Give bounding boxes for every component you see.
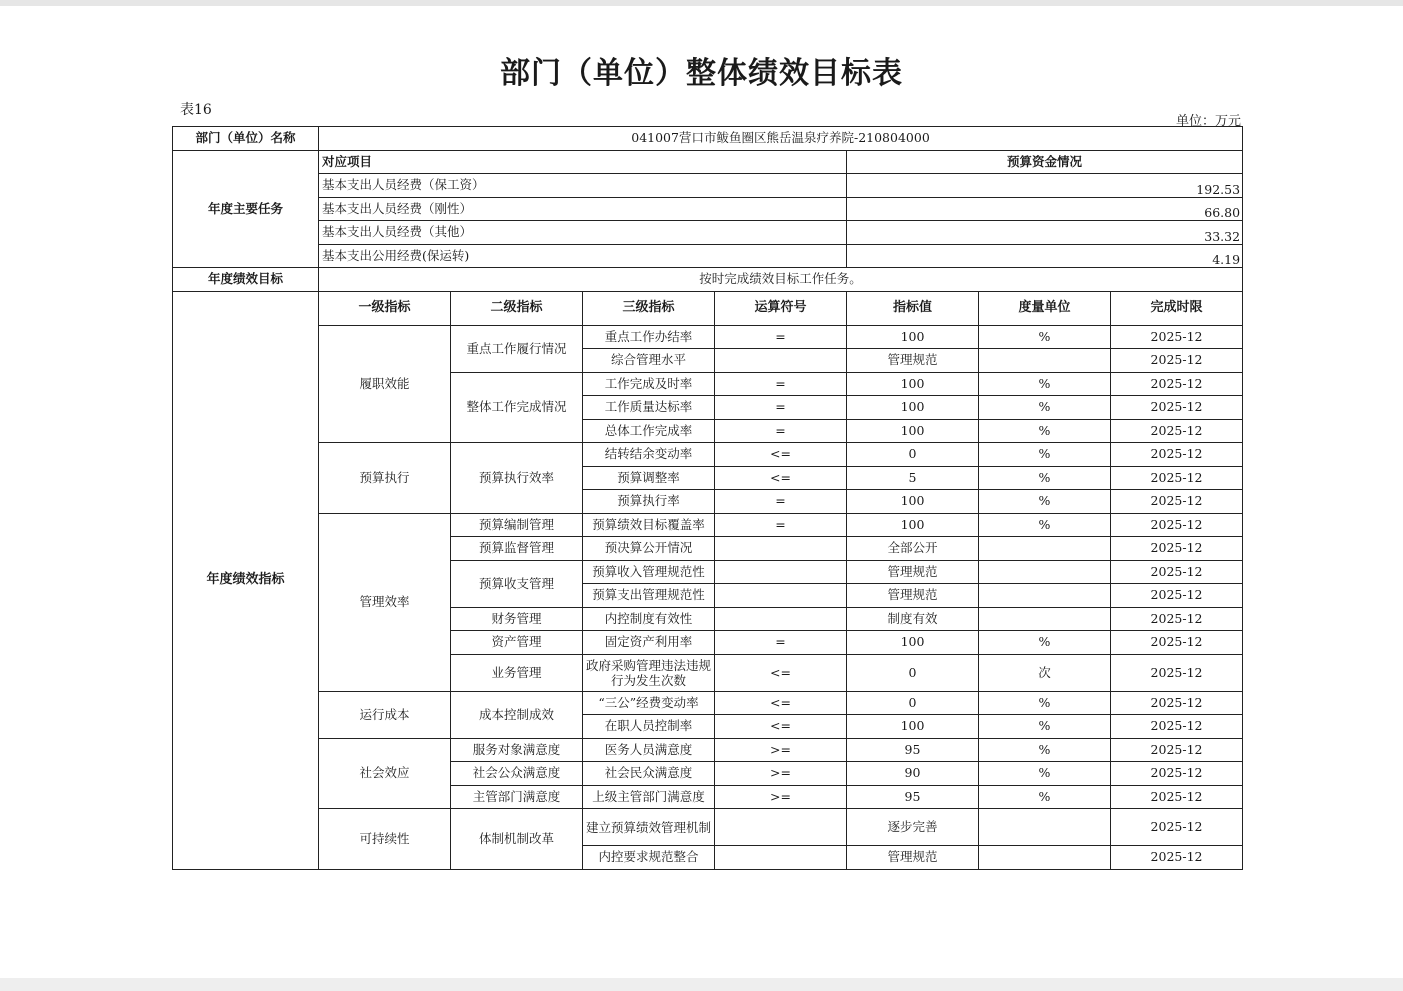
annual-tasks-label: 年度主要任务 [173,150,319,268]
header-measure-unit: 度量单位 [979,291,1111,325]
unit-cell: % [979,325,1111,349]
unit-cell: % [979,372,1111,396]
level3-cell: 预决算公开情况 [583,537,715,561]
performance-table [172,126,1243,870]
deadline-cell: 2025-12 [1111,325,1243,349]
value-cell: 5 [847,466,979,490]
deadline-cell: 2025-12 [1111,419,1243,443]
unit-cell: % [979,691,1111,715]
unit-cell [979,809,1111,846]
deadline-cell: 2025-12 [1111,372,1243,396]
task-item-amount: 4.19 [847,244,1243,268]
unit-cell: % [979,419,1111,443]
level3-cell: 重点工作办结率 [583,325,715,349]
level2-cell: 服务对象满意度 [451,738,583,762]
operator-cell [715,537,847,561]
level3-cell: 内控制度有效性 [583,607,715,631]
level3-cell: 预算支出管理规范性 [583,584,715,608]
level2-cell: 业务管理 [451,654,583,691]
deadline-cell: 2025-12 [1111,537,1243,561]
level3-cell: 固定资产利用率 [583,631,715,655]
header-level2: 二级指标 [451,291,583,325]
level3-cell: 结转结余变动率 [583,443,715,467]
operator-cell: >= [715,785,847,809]
level3-cell: 政府采购管理违法违规行为发生次数 [583,654,715,691]
unit-cell: % [979,443,1111,467]
level3-cell: 上级主管部门满意度 [583,785,715,809]
unit-cell: % [979,466,1111,490]
operator-cell: >= [715,762,847,786]
value-cell: 0 [847,691,979,715]
operator-cell [715,584,847,608]
unit-cell [979,607,1111,631]
project-column-header: 对应项目 [319,150,847,174]
unit-cell [979,349,1111,373]
scan-edge-top [0,0,1403,6]
level3-cell: “三公”经费变动率 [583,691,715,715]
level1-cell: 预算执行 [319,443,451,514]
deadline-cell: 2025-12 [1111,654,1243,691]
operator-cell: = [715,490,847,514]
deadline-cell: 2025-12 [1111,762,1243,786]
deadline-cell: 2025-12 [1111,443,1243,467]
deadline-cell: 2025-12 [1111,396,1243,420]
level2-cell: 预算收支管理 [451,560,583,607]
deadline-cell: 2025-12 [1111,846,1243,870]
header-level3: 三级指标 [583,291,715,325]
deadline-cell: 2025-12 [1111,738,1243,762]
level2-cell: 重点工作履行情况 [451,325,583,372]
value-cell: 100 [847,396,979,420]
level2-cell: 体制机制改革 [451,809,583,870]
task-item-amount: 33.32 [847,221,1243,245]
level2-cell: 社会公众满意度 [451,762,583,786]
level2-cell: 主管部门满意度 [451,785,583,809]
value-cell: 90 [847,762,979,786]
operator-cell: <= [715,654,847,691]
operator-cell: = [715,372,847,396]
deadline-cell: 2025-12 [1111,607,1243,631]
operator-cell: <= [715,691,847,715]
level1-cell: 社会效应 [319,738,451,809]
level2-cell: 资产管理 [451,631,583,655]
operator-cell: = [715,631,847,655]
operator-cell [715,560,847,584]
value-cell: 制度有效 [847,607,979,631]
level3-cell: 总体工作完成率 [583,419,715,443]
task-item-name: 基本支出人员经费（刚性） [319,197,847,221]
unit-cell: % [979,785,1111,809]
deadline-cell: 2025-12 [1111,785,1243,809]
deadline-cell: 2025-12 [1111,466,1243,490]
operator-cell [715,349,847,373]
table-number: 表16 [180,102,212,118]
level3-cell: 预算调整率 [583,466,715,490]
unit-cell: % [979,762,1111,786]
value-cell: 100 [847,513,979,537]
unit-cell: 次 [979,654,1111,691]
annual-goal-label: 年度绩效目标 [173,268,319,292]
unit-cell: % [979,738,1111,762]
value-cell: 100 [847,325,979,349]
deadline-cell: 2025-12 [1111,715,1243,739]
level3-cell: 工作质量达标率 [583,396,715,420]
operator-cell: = [715,325,847,349]
operator-cell [715,809,847,846]
budget-column-header: 预算资金情况 [847,150,1243,174]
level3-cell: 内控要求规范整合 [583,846,715,870]
unit-cell: % [979,396,1111,420]
unit-cell [979,846,1111,870]
unit-cell: % [979,631,1111,655]
unit-label: 单位：万元 [1175,114,1241,129]
unit-cell [979,537,1111,561]
scan-edge-bottom [0,978,1403,991]
operator-cell: = [715,419,847,443]
deadline-cell: 2025-12 [1111,560,1243,584]
value-cell: 0 [847,443,979,467]
operator-cell [715,846,847,870]
unit-cell [979,584,1111,608]
unit-cell: % [979,715,1111,739]
operator-cell: <= [715,715,847,739]
unit-cell [979,560,1111,584]
level3-cell: 社会民众满意度 [583,762,715,786]
page-title: 部门（单位）整体绩效目标表 [500,56,903,91]
indicators-label: 年度绩效指标 [173,291,319,869]
value-cell: 100 [847,490,979,514]
level1-cell: 管理效率 [319,513,451,691]
value-cell: 管理规范 [847,349,979,373]
operator-cell: >= [715,738,847,762]
deadline-cell: 2025-12 [1111,691,1243,715]
dept-name-label: 部门（单位）名称 [173,127,319,151]
operator-cell: = [715,396,847,420]
level2-cell: 预算编制管理 [451,513,583,537]
unit-cell: % [979,513,1111,537]
value-cell: 100 [847,715,979,739]
level3-cell: 预算收入管理规范性 [583,560,715,584]
deadline-cell: 2025-12 [1111,631,1243,655]
annual-goal-value: 按时完成绩效目标工作任务。 [319,268,1243,292]
level2-cell: 财务管理 [451,607,583,631]
level1-cell: 履职效能 [319,325,451,443]
value-cell: 100 [847,419,979,443]
level3-cell: 建立预算绩效管理机制 [583,809,715,846]
deadline-cell: 2025-12 [1111,349,1243,373]
task-item-name: 基本支出人员经费（保工资） [319,174,847,198]
deadline-cell: 2025-12 [1111,513,1243,537]
header-deadline: 完成时限 [1111,291,1243,325]
level2-cell: 预算监督管理 [451,537,583,561]
value-cell: 100 [847,372,979,396]
value-cell: 0 [847,654,979,691]
task-item-amount: 192.53 [847,174,1243,198]
value-cell: 全部公开 [847,537,979,561]
header-target-value: 指标值 [847,291,979,325]
level3-cell: 医务人员满意度 [583,738,715,762]
value-cell: 管理规范 [847,846,979,870]
operator-cell: <= [715,466,847,490]
operator-cell: = [715,513,847,537]
level1-cell: 运行成本 [319,691,451,738]
level3-cell: 预算绩效目标覆盖率 [583,513,715,537]
task-item-amount: 66.80 [847,197,1243,221]
value-cell: 100 [847,631,979,655]
task-item-name: 基本支出公用经费(保运转) [319,244,847,268]
operator-cell [715,607,847,631]
value-cell: 管理规范 [847,560,979,584]
level3-cell: 在职人员控制率 [583,715,715,739]
value-cell: 95 [847,738,979,762]
deadline-cell: 2025-12 [1111,490,1243,514]
level3-cell: 综合管理水平 [583,349,715,373]
dept-name-value: 041007营口市鲅鱼圈区熊岳温泉疗养院-210804000 [319,127,1243,151]
level2-cell: 成本控制成效 [451,691,583,738]
value-cell: 逐步完善 [847,809,979,846]
task-item-name: 基本支出人员经费（其他） [319,221,847,245]
operator-cell: <= [715,443,847,467]
unit-cell: % [979,490,1111,514]
level3-cell: 工作完成及时率 [583,372,715,396]
value-cell: 95 [847,785,979,809]
value-cell: 管理规范 [847,584,979,608]
level3-cell: 预算执行率 [583,490,715,514]
level1-cell: 可持续性 [319,809,451,870]
deadline-cell: 2025-12 [1111,584,1243,608]
level2-cell: 整体工作完成情况 [451,372,583,443]
deadline-cell: 2025-12 [1111,809,1243,846]
header-operator: 运算符号 [715,291,847,325]
level2-cell: 预算执行效率 [451,443,583,514]
header-level1: 一级指标 [319,291,451,325]
